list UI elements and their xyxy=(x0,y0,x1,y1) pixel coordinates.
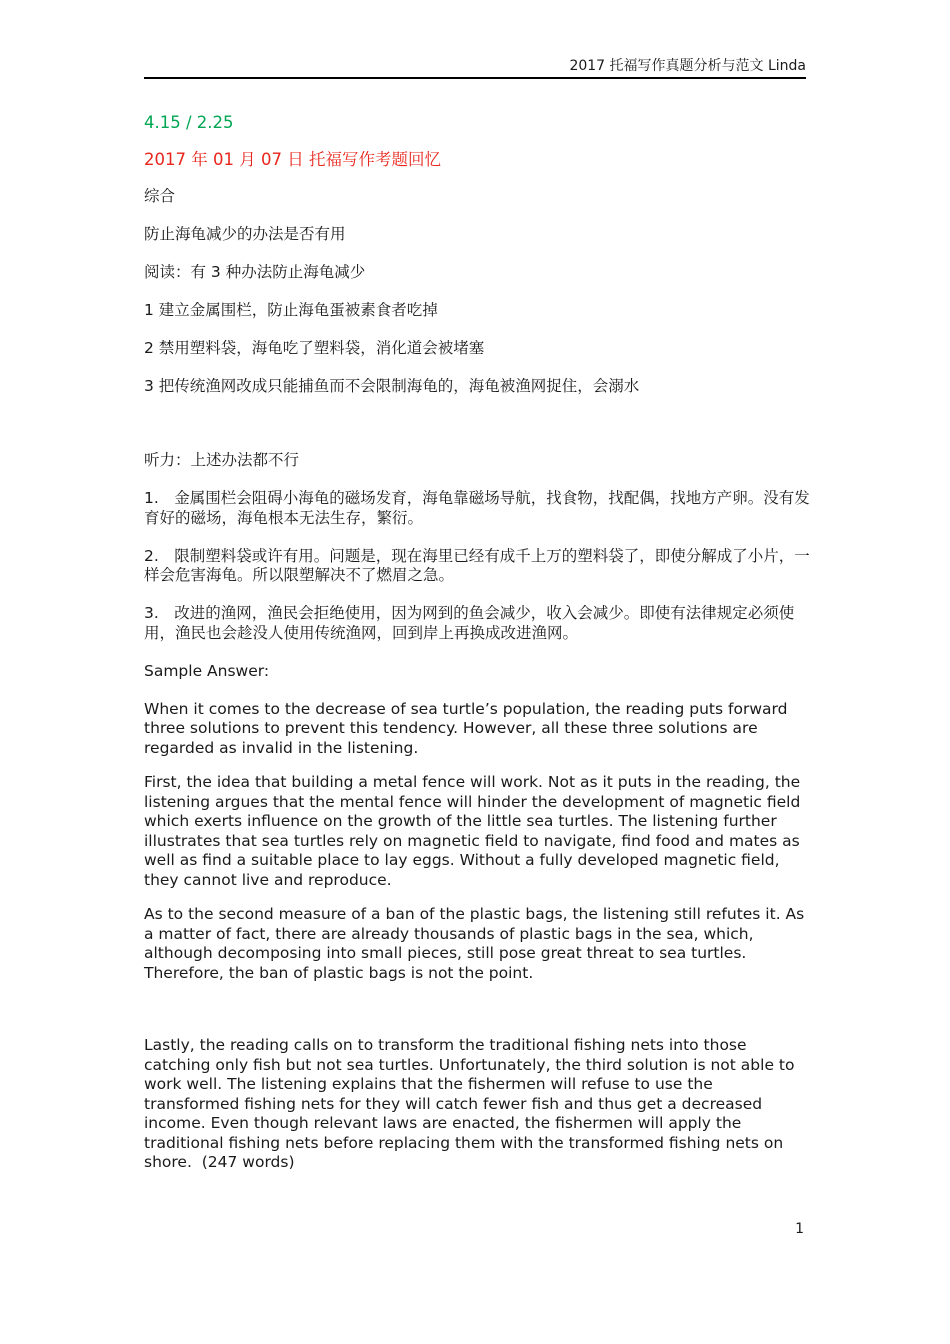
sample-paragraph-3: As to the second measure of a ban of the plastic bags, the listening still refutes it. As a matter of fact, there are already thousands of plastic bags in the sea, which, although decomposing into small pieces, still pose great threat to sea turtles. Therefore, the ban of plastic bags is not the point. xyxy=(144,905,805,982)
listening-point-1: 1. 金属围栏会阻碍小海龟的磁场发育，海龟靠磁场导航，找食物，找配偶，找地方产卵。没有发育好的磁场，海龟根本无法生存，繁衍。 xyxy=(144,489,810,527)
topic-line: 防止海龟减少的办法是否有用 xyxy=(144,225,346,243)
listening-point-2: 2. 限制塑料袋或许有用。问题是，现在海里已经有成千上万的塑料袋了，即使分解成了小片，一样会危害海龟。所以限塑解决不了燃眉之急。 xyxy=(144,546,810,584)
sample-answer-label: Sample Answer: xyxy=(144,661,270,680)
listening-intro: 听力：上述办法都不行 xyxy=(144,451,300,469)
sample-paragraph-4: Lastly, the reading calls on to transform the traditional fishing nets into those catching only fish but not sea turtles. Unfortunately, the third solution is not able to work well. The listening explains that the fishermen will refuse to use the transformed fishing nets for they will catch fewer fish and thus get a decreased income. Even though relevant laws are enacted, the fishermen will apply the traditional fishing nets before replacing them with the transformed fishing nets on shore. (247 words) xyxy=(144,1036,795,1171)
reading-point-2: 2 禁用塑料袋，海龟吃了塑料袋，消化道会被堵塞 xyxy=(144,339,485,357)
listening-point-3: 3. 改进的渔网，渔民会拒绝使用，因为网到的鱼会减少，收入会减少。即使有法律规定必须使用，渔民也会趁没人使用传统渔网，回到岸上再换成改进渔网。 xyxy=(144,604,795,642)
reading-intro: 阅读：有 3 种办法防止海龟减少 xyxy=(144,263,366,281)
reading-point-3: 3 把传统渔网改成只能捕鱼而不会限制海龟的，海龟被渔网捉住，会溺水 xyxy=(144,377,640,395)
sample-paragraph-1: When it comes to the decrease of sea turtle’s population, the reading puts forward three solutions to prevent this tendency. However, all these three solutions are regarded as invalid in the listening. xyxy=(144,699,788,757)
score-line: 4.15 / 2.25 xyxy=(144,113,234,132)
reading-point-1: 1 建立金属围栏，防止海龟蛋被素食者吃掉 xyxy=(144,301,438,319)
spacer xyxy=(144,415,812,451)
exam-title: 2017 年 01 月 07 日 托福写作考题回忆 xyxy=(144,149,441,169)
page-number: 1 xyxy=(795,1221,804,1237)
spacer xyxy=(144,998,812,1036)
document-body xyxy=(144,113,812,1188)
category-label: 综合 xyxy=(144,187,176,205)
sample-paragraph-2: First, the idea that building a metal fence will work. Not as it puts in the reading, the listening argues that the mental fence will hinder the development of magnetic field which exerts influence on the growth of the little sea turtles. The listening further illustrates that sea turtles rely on magnetic field to navigate, find food and mates as well as find a suitable place to lay eggs. Without a fully developed magnetic field, they cannot live and reproduce. xyxy=(144,773,801,889)
page-header: 2017 托福写作真题分析与范文 Linda xyxy=(144,56,806,79)
